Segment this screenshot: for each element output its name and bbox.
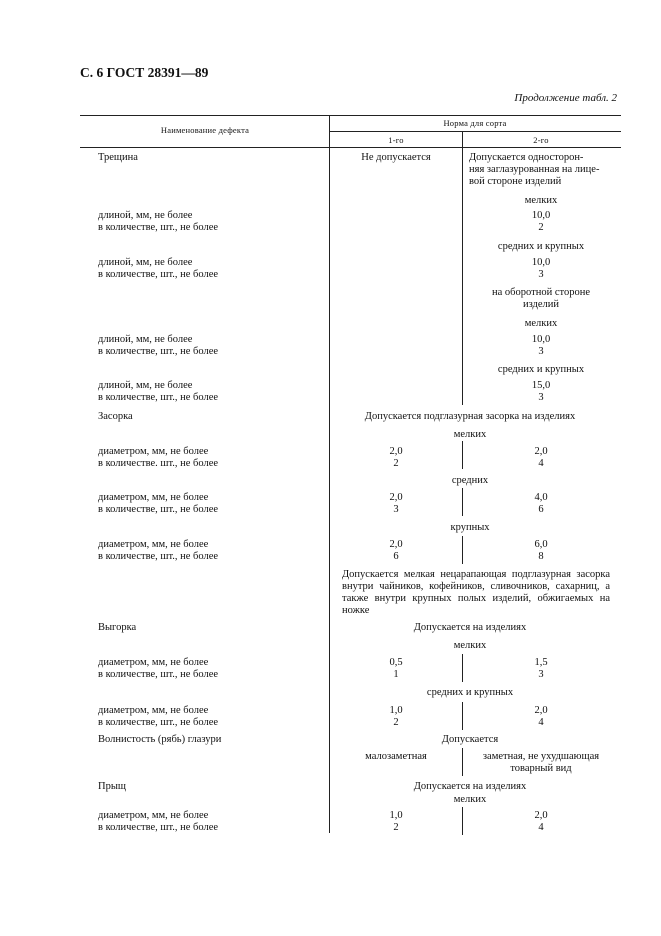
debris-size-medium: средних bbox=[451, 475, 489, 486]
diameter-value: 4,0 bbox=[534, 492, 548, 503]
burnout-small-labels bbox=[98, 657, 218, 681]
count-value: 3 bbox=[393, 504, 399, 515]
crack-size-medlarge: средних и крупных bbox=[497, 241, 585, 252]
count-label: в количестве, шт., не более bbox=[98, 551, 219, 562]
column-header-norm: Норма для сорта bbox=[443, 118, 507, 128]
count-label: в количестве, шт., не более bbox=[98, 392, 219, 403]
count-value: 2 bbox=[393, 717, 399, 728]
defect-name-debris: Засорка bbox=[98, 411, 133, 422]
debris-large-grade1 bbox=[389, 539, 402, 563]
grade-header-rule bbox=[329, 131, 621, 132]
debris-large-labels bbox=[98, 539, 218, 563]
grade-divider bbox=[462, 702, 463, 730]
grade-divider bbox=[462, 654, 463, 682]
diameter-value: 2,0 bbox=[389, 539, 403, 550]
count-value: 4 bbox=[538, 717, 544, 728]
back-side-line: изделий bbox=[522, 299, 560, 310]
length-label: длиной, мм, не более bbox=[98, 334, 193, 345]
count-label: в количестве, шт., не более bbox=[98, 504, 219, 515]
debris-large-grade2 bbox=[534, 539, 547, 563]
diameter-label: диаметром, мм, не более bbox=[98, 657, 209, 668]
crack-back-small-labels bbox=[98, 334, 218, 358]
waviness-grade2 bbox=[483, 751, 599, 775]
crack-medlarge-labels bbox=[98, 257, 218, 281]
count-label: в количестве, шт., не более bbox=[98, 269, 219, 280]
crack-back-medlarge-values bbox=[532, 380, 550, 404]
count-value: 4 bbox=[538, 822, 544, 833]
crack-back-side bbox=[492, 287, 590, 311]
crack-grade2-line: Допускается односторон- bbox=[469, 152, 584, 163]
debris-small-grade2 bbox=[534, 446, 547, 470]
length-value: 10,0 bbox=[531, 257, 551, 268]
debris-note: Допускается мелкая нецарапающая подглазурная засорка внутри чайников, кофейников, сливочников, сахарниц, а также внутри крупных полых изделий, обжигаемых на ножке bbox=[342, 569, 610, 616]
waviness-allowed: Допускается bbox=[441, 734, 499, 745]
pimple-labels bbox=[98, 810, 218, 834]
diameter-value: 1,0 bbox=[389, 705, 403, 716]
debris-medium-labels bbox=[98, 492, 218, 516]
debris-medium-grade1 bbox=[389, 492, 402, 516]
diameter-label: диаметром, мм, не более bbox=[98, 705, 209, 716]
count-value: 3 bbox=[538, 669, 544, 680]
count-value: 6 bbox=[393, 551, 399, 562]
crack-size-small: мелких bbox=[524, 195, 558, 206]
crack-grade2-text bbox=[469, 152, 599, 188]
burnout-small-grade1 bbox=[389, 657, 402, 681]
debris-small-grade1 bbox=[389, 446, 402, 470]
diameter-value: 2,0 bbox=[389, 492, 403, 503]
grade-divider bbox=[462, 748, 463, 776]
crack-back-size-small: мелких bbox=[524, 318, 558, 329]
waviness-grade2-line: заметная, не ухудшающая bbox=[482, 751, 600, 762]
crack-medlarge-values bbox=[532, 257, 550, 281]
count-value: 2 bbox=[393, 458, 399, 469]
grade-divider bbox=[462, 488, 463, 516]
defect-name-burnout: Выгорка bbox=[98, 622, 137, 633]
diameter-value: 1,0 bbox=[389, 810, 403, 821]
count-label: в количестве, шт., не более bbox=[98, 669, 219, 680]
diameter-label: диаметром, мм, не более bbox=[98, 810, 209, 821]
count-label: в количестве, шт., не более bbox=[98, 822, 219, 833]
back-side-line: на оборотной стороне bbox=[492, 287, 590, 298]
count-value: 1 bbox=[393, 669, 399, 680]
debris-size-large: крупных bbox=[450, 522, 490, 533]
count-value: 2 bbox=[538, 222, 544, 233]
debris-medium-grade2 bbox=[534, 492, 547, 516]
burnout-allowed: Допускается на изделиях bbox=[413, 622, 527, 633]
waviness-grade2-line: товарный вид bbox=[510, 763, 572, 774]
diameter-value: 2,0 bbox=[534, 446, 548, 457]
diameter-value: 2,0 bbox=[534, 705, 548, 716]
count-label: в количестве, шт., не более bbox=[98, 346, 219, 357]
debris-size-small: мелких bbox=[453, 429, 487, 440]
crack-small-values bbox=[532, 210, 550, 234]
table-top-rule bbox=[80, 115, 621, 116]
waviness-grade1: малозаметная bbox=[365, 751, 427, 762]
crack-grade2-line: вой стороне изделий bbox=[469, 176, 562, 187]
burnout-medlarge-labels bbox=[98, 705, 218, 729]
count-value: 4 bbox=[538, 458, 544, 469]
length-value: 10,0 bbox=[531, 210, 551, 221]
debris-allowed: Допускается подглазурная засорка на изделиях bbox=[364, 411, 576, 422]
grade-divider bbox=[462, 536, 463, 564]
count-label: в количестве, шт., не более bbox=[98, 717, 219, 728]
diameter-label: диаметром, мм, не более bbox=[98, 539, 209, 550]
burnout-medlarge-grade2 bbox=[534, 705, 547, 729]
crack-back-size-medlarge: средних и крупных bbox=[497, 364, 585, 375]
count-value: 2 bbox=[393, 822, 399, 833]
diameter-value: 6,0 bbox=[534, 539, 548, 550]
debris-small-labels bbox=[98, 446, 218, 470]
burnout-medlarge-grade1 bbox=[389, 705, 402, 729]
diameter-value: 2,0 bbox=[389, 446, 403, 457]
crack-back-small-values bbox=[532, 334, 550, 358]
length-value: 10,0 bbox=[531, 334, 551, 345]
pimple-size-small: мелких bbox=[453, 794, 487, 805]
diameter-label: диаметром, мм, не более bbox=[98, 492, 209, 503]
crack-small-labels bbox=[98, 210, 218, 234]
pimple-grade1 bbox=[389, 810, 402, 834]
grade-divider bbox=[462, 807, 463, 835]
crack-grade1-norm: Не допускается bbox=[361, 152, 431, 163]
column-header-grade-1: 1-го bbox=[388, 135, 404, 145]
diameter-label: диаметром, мм, не более bbox=[98, 446, 209, 457]
count-value: 3 bbox=[538, 346, 544, 357]
crack-grade2-line: няя заглазурованная на лице- bbox=[469, 164, 600, 175]
table-continuation-label: Продолжение табл. 2 bbox=[514, 92, 617, 104]
pimple-grade2 bbox=[534, 810, 547, 834]
count-value: 3 bbox=[538, 269, 544, 280]
column-header-defect-name: Наименование дефекта bbox=[160, 125, 250, 135]
diameter-value: 0,5 bbox=[389, 657, 403, 668]
pimple-allowed: Допускается на изделиях bbox=[413, 781, 527, 792]
length-label: длиной, мм, не более bbox=[98, 210, 193, 221]
length-label: длиной, мм, не более bbox=[98, 380, 193, 391]
count-value: 6 bbox=[538, 504, 544, 515]
name-column-divider bbox=[329, 115, 330, 833]
crack-back-medlarge-labels bbox=[98, 380, 218, 404]
count-value: 3 bbox=[538, 392, 544, 403]
grade-header-divider bbox=[462, 131, 463, 147]
count-label: в количестве. шт., не более bbox=[98, 458, 219, 469]
grade-divider bbox=[462, 441, 463, 469]
diameter-value: 2,0 bbox=[534, 810, 548, 821]
defect-name-pimple: Прыщ bbox=[98, 781, 126, 792]
header-bottom-rule bbox=[80, 147, 621, 148]
grade-divider bbox=[462, 148, 463, 405]
burnout-size-medlarge: средних и крупных bbox=[426, 687, 514, 698]
burnout-small-grade2 bbox=[534, 657, 547, 681]
defect-name-waviness: Волнистость (рябь) глазури bbox=[98, 734, 222, 745]
page-header: С. 6 ГОСТ 28391—89 bbox=[80, 65, 209, 80]
count-label: в количестве, шт., не более bbox=[98, 222, 219, 233]
length-value: 15,0 bbox=[531, 380, 551, 391]
count-value: 8 bbox=[538, 551, 544, 562]
length-label: длиной, мм, не более bbox=[98, 257, 193, 268]
diameter-value: 1,5 bbox=[534, 657, 548, 668]
burnout-size-small: мелких bbox=[453, 640, 487, 651]
column-header-grade-2: 2-го bbox=[533, 135, 549, 145]
defect-name-crack: Трещина bbox=[98, 152, 138, 163]
